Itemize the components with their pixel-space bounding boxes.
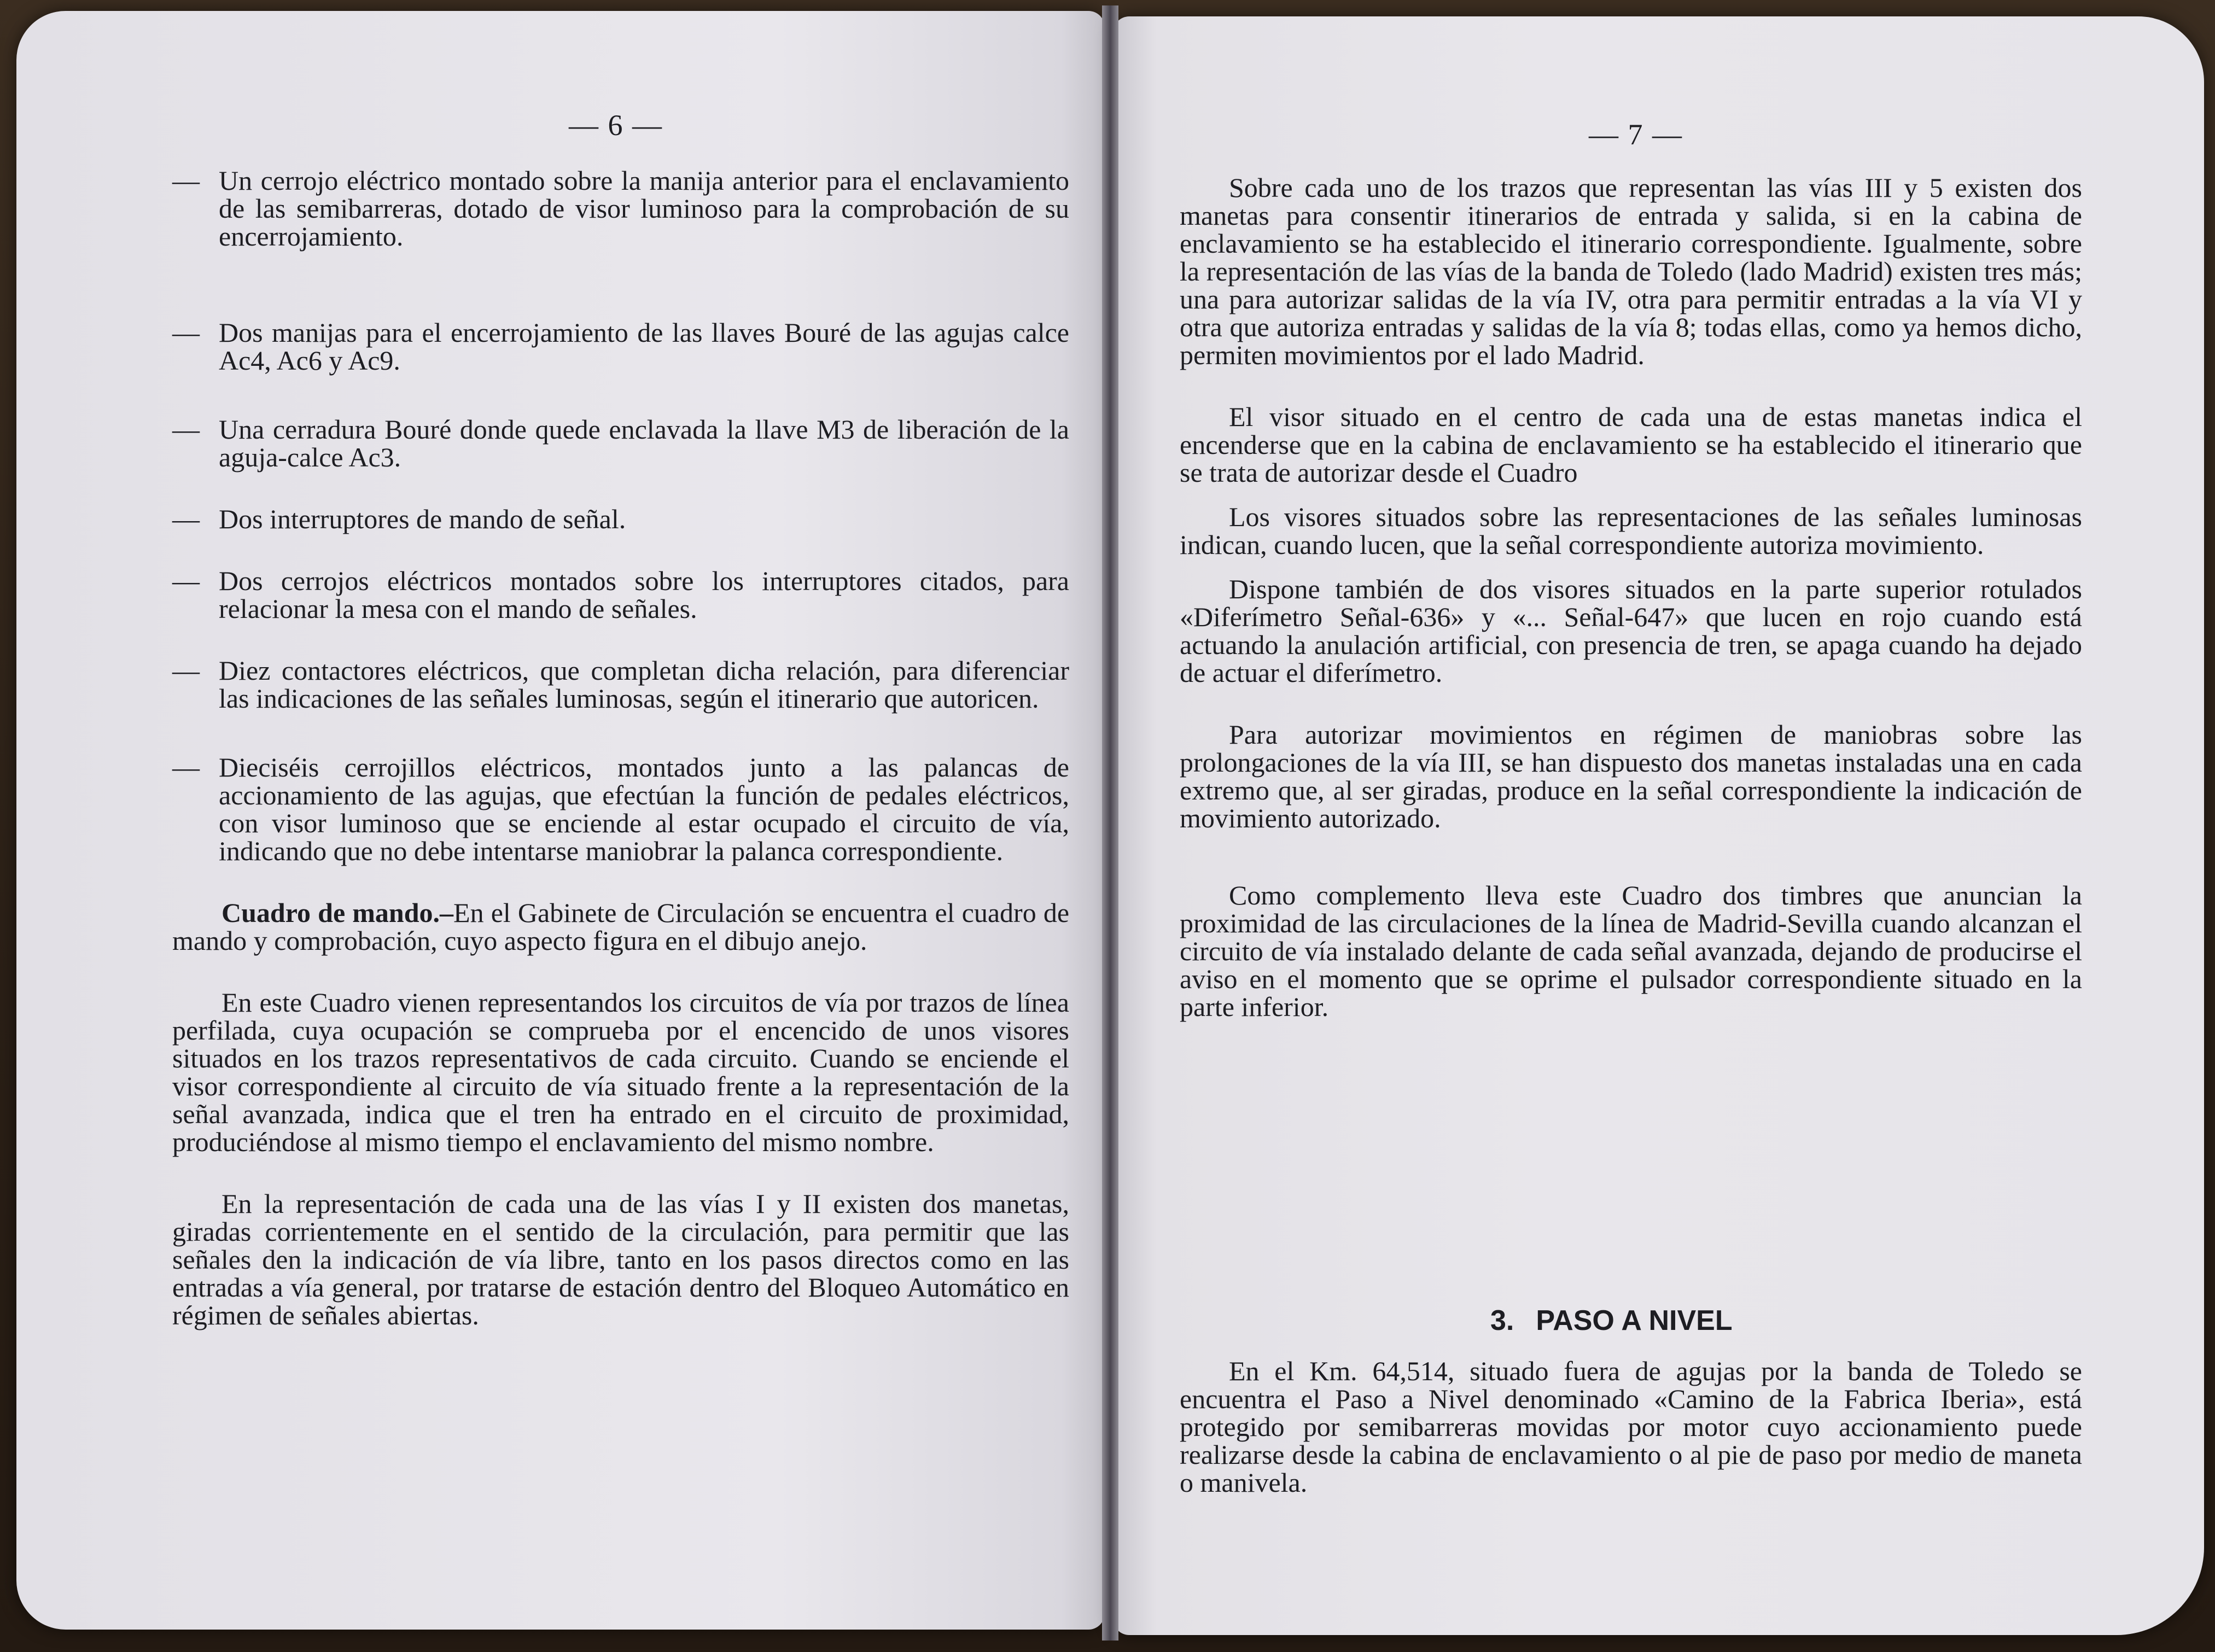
section-title: PASO A NIVEL [1536, 1305, 1733, 1336]
list-item [172, 167, 1069, 250]
list-dash: — [172, 655, 200, 686]
list-item [172, 505, 1069, 533]
list-item [172, 754, 1069, 865]
body-paragraph: Sobre cada uno de los trazos que representan las vías III y 5 existen dos manetas para consentir itinerarios de entrada y salida, si en la cabina de enclavamiento se ha establecido el itinerario correspondiente. Igualmente, sobre la representación de las vías de la banda de Toledo (lado Madrid) existen tres más; una para autorizar salidas de la vía IV, otra para permitir entradas a la vía VI y otra que autoriza entradas y salidas de la vía 8; todas ellas, como ya hemos dicho, permiten movimientos por el lado Madrid. [1180, 172, 2082, 370]
right-page-content [1180, 174, 2082, 1021]
cuadro-de-mando-text: En el Gabinete de Circulación se encuentra el cuadro de mando y comprobación, cuyo aspecto figura en el dibujo anejo. [172, 897, 1070, 956]
list-item [172, 567, 1069, 623]
list-item-text: Diez contactores eléctricos, que completan dicha relación, para diferenciar las indicaciones de las señales luminosas, según el itinerario que autoricen. [219, 655, 1069, 714]
list-dash: — [172, 504, 200, 534]
list-item [172, 319, 1069, 375]
list-item-text: Dos manijas para el encerrojamiento de las llaves Bouré de las agujas calce Ac4, Ac6 y Ac9. [219, 317, 1069, 376]
page-number-left: — 6 — [569, 109, 663, 142]
section-number: 3. [1490, 1305, 1514, 1336]
list-item [172, 657, 1069, 713]
section-paragraph: En el Km. 64,514, situado fuera de agujas por la banda de Toledo se encuentra el Paso a Nivel denominado «Camino de la Fabrica Iberia», está protegido por semibarreras movidas por motor cuyo accionamiento puede realizarse desde la cabina de enclavamiento o al pie de paso por medio de maneta o manivela. [1180, 1356, 2082, 1498]
left-page-content [172, 167, 1069, 1329]
section-heading [1490, 1304, 1733, 1337]
cuadro-de-mando-paragraph [172, 899, 1069, 955]
list-dash: — [172, 752, 200, 783]
list-item-text: Dos cerrojos eléctricos montados sobre los interruptores citados, para relacionar la mesa con el mando de señales. [219, 565, 1069, 624]
body-paragraph: Para autorizar movimientos en régimen de maniobras sobre las prolongaciones de la vía III, se han dispuesto dos manetas instaladas una en cada extremo que, al ser giradas, produce en la señal correspondiente la indicación de movimiento autorizado. [1180, 719, 2082, 833]
body-paragraph: En este Cuadro vienen representandos los circuitos de vía por trazos de línea perfilada, cuya ocupación se comprueba por el encencido de unos visores situados en los trazos representativos de cada circuito. Cuando se enciende el visor correspondiente al circuito de vía situado frente a la representación de la señal avanzada, indica que el tren ha entrado en el circuito de proximidad, produciéndose al mismo tiempo el enclavamiento del mismo nombre. [172, 987, 1069, 1157]
list-dash: — [172, 414, 200, 445]
list-dash: — [172, 317, 200, 348]
list-item-text: Una cerradura Bouré donde quede enclavada la llave M3 de liberación de la aguja-calce Ac3. [219, 414, 1069, 472]
book-gutter [1102, 5, 1118, 1641]
list-dash: — [172, 565, 200, 596]
body-paragraph: El visor situado en el centro de cada una de estas manetas indica el encenderse que en la cabina de enclavamiento se ha establecido el itinerario que se trata de autorizar desde el Cuadro [1180, 401, 2082, 488]
page-number-right: — 7 — [1589, 118, 1683, 151]
section-content [1180, 1357, 2082, 1497]
list-dash: — [172, 165, 200, 196]
body-paragraph: Como complemento lleva este Cuadro dos timbres que anuncian la proximidad de las circulaciones de la línea de Madrid-Sevilla cuando alcanzan el circuito de vía instalado delante de cada señal avanzada, dejando de producirse el aviso en el momento que se oprime el pulsador correspondiente situado en la parte inferior. [1180, 880, 2082, 1022]
list-item-text: Un cerrojo eléctrico montado sobre la manija anterior para el enclavamiento de las semibarreras, dotado de visor luminoso para la comprobación de su encerrojamiento. [219, 165, 1069, 252]
body-paragraph: En la representación de cada una de las vías I y II existen dos manetas, giradas corrientemente en el sentido de la circulación, para permitir que las señales den la indicación de vía libre, tanto en los pasos directos como en las entradas a vía general, por tratarse de estación dentro del Bloqueo Automático en régimen de señales abiertas. [172, 1188, 1069, 1330]
cuadro-de-mando-title: Cuadro de mando.– [222, 897, 454, 928]
body-paragraph: Los visores situados sobre las representaciones de las señales luminosas indican, cuando lucen, que la señal correspondiente autoriza movimiento. [1180, 501, 2082, 560]
list-item [172, 416, 1069, 471]
list-item-text: Dos interruptores de mando de señal. [219, 504, 626, 534]
list-item-text: Dieciséis cerrojillos eléctricos, montados junto a las palancas de accionamiento de las agujas, que efectúan la función de pedales eléctricos, con visor luminoso que se enciende al estar ocupado el circuito de vía, indicando que no debe intentarse maniobrar la palanca correspondiente. [219, 752, 1069, 866]
body-paragraph: Dispone también de dos visores situados en la parte superior rotulados «Diferímetro Señal-636» y «... Señal-647» que lucen en rojo cuando está actuando la anulación artificial, con presencia de tren, se apaga cuando ha dejado de actuar el diferímetro. [1180, 574, 2082, 688]
